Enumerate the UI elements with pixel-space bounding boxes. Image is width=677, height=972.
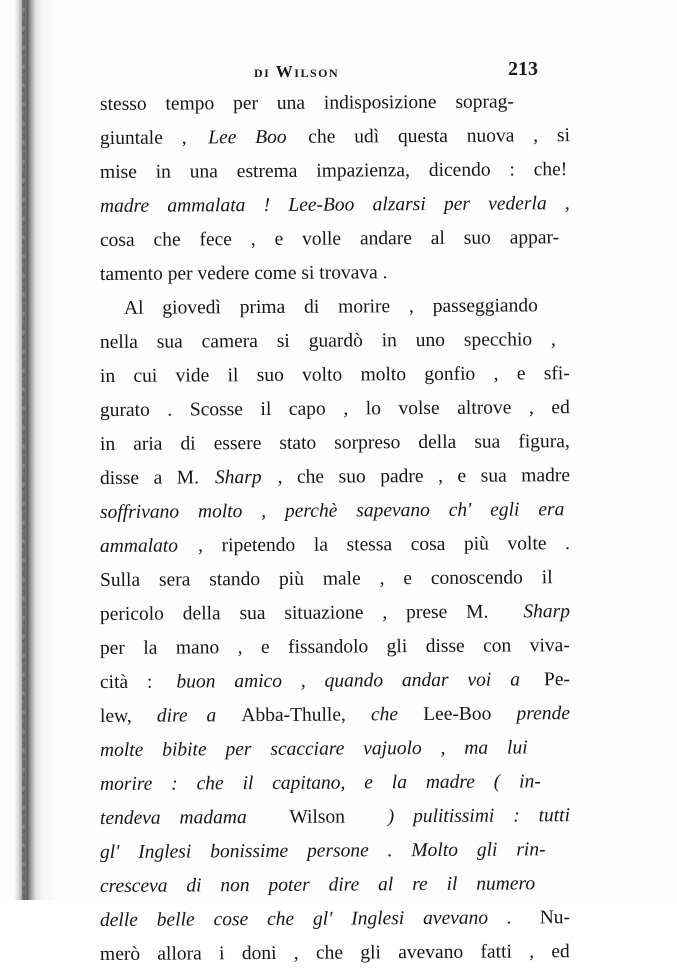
text-line (100, 221, 570, 258)
italic-text-segment: molte bibite per scacciare vajuolo , ma lui (99, 737, 528, 761)
text-segment: giuntale , (99, 127, 187, 149)
text-segment: disse a M. (99, 467, 200, 489)
text-segment: in cui vide il suo volto molto gonfio , e sfi- (99, 363, 570, 387)
text-line (100, 85, 570, 122)
italic-text-segment: Sharp (523, 601, 571, 623)
text-line (100, 425, 570, 462)
text-line (100, 527, 570, 564)
text-line (100, 799, 570, 836)
text-segment: cosa che fece , e volle andare al suo appar- (99, 227, 560, 251)
text-segment: mise in una estrema impazienza, dicendo : che! (99, 159, 568, 183)
text-segment: stesso tempo per una indisposizione soprag- (99, 91, 514, 115)
body-text (100, 88, 570, 972)
text-line (100, 901, 570, 938)
text-line (100, 697, 570, 734)
text-line (100, 391, 570, 428)
text-segment: Wilson (289, 806, 346, 828)
italic-text-segment: ammalato (99, 535, 179, 557)
text-segment: Sulla sera stando più male , e conoscendo il (99, 567, 553, 591)
italic-text-segment: tendeva madama (99, 807, 247, 829)
text-line (100, 833, 570, 870)
text-segment: pericolo della sua situazione , prese M. (99, 601, 489, 625)
text-segment: in aria di essere stato sorpreso della sua figura, (99, 431, 570, 455)
text-line (100, 765, 570, 802)
text-segment: gurato . Scosse il capo , lo volse altrove , ed (99, 397, 570, 421)
text-segment: Abba-Thulle, (241, 704, 346, 727)
text-line (100, 459, 570, 496)
italic-text-segment: delle belle cose che gl' Inglesi avevano . (99, 907, 512, 931)
text-segment: cità : (99, 671, 153, 693)
text-line (100, 629, 570, 666)
text-line (100, 119, 570, 156)
text-segment: merò allora i doni , che gli avevano fatti , ed (99, 941, 570, 965)
text-segment: Al giovedì prima di morire , passeggiando (123, 295, 538, 319)
text-segment: Lee-Boo (423, 703, 492, 726)
book-spine-shadow (0, 0, 62, 900)
text-line (100, 731, 570, 768)
text-line (100, 493, 570, 530)
italic-text-segment: prende (516, 703, 571, 725)
italic-text-segment: Sharp (214, 467, 262, 489)
running-head: di Wilson (254, 62, 340, 81)
text-line (100, 561, 570, 598)
text-segment: Pe- (543, 669, 571, 691)
italic-text-segment: Lee Boo (208, 126, 287, 149)
italic-text-segment: madre ammalata ! Lee-Boo alzarsi per vederla , (99, 193, 570, 217)
italic-text-segment: buon amico , quando andar voi a (176, 669, 521, 693)
italic-text-segment: ) pulitissimi : tutti (387, 805, 571, 828)
text-line (100, 935, 570, 972)
text-segment: per la mano , e fissandolo gli disse con viva- (99, 635, 570, 659)
text-line (100, 187, 570, 224)
italic-text-segment: soffrivano molto , perchè sapevano ch' egli era (99, 499, 565, 523)
italic-text-segment: cresceva di non poter dire al re il numero (99, 873, 536, 897)
text-line (100, 323, 570, 360)
text-segment: lew, (99, 705, 132, 727)
text-line (100, 255, 570, 292)
text-segment: tamento per vedere come si trovava . (99, 262, 388, 285)
text-segment: , che suo padre , e sua madre (277, 465, 571, 488)
italic-text-segment: che (370, 704, 399, 726)
italic-text-segment: dire a (156, 705, 217, 727)
text-segment: che udì questa nuova , si (308, 125, 571, 148)
text-line (100, 357, 570, 394)
text-segment: , ripetendo la stessa cosa più volte . (198, 533, 571, 557)
text-segment: nella sua camera si guardò in uno specchio , (99, 329, 556, 353)
text-segment: Nu- (539, 907, 571, 929)
page-header (100, 58, 560, 88)
text-line (100, 153, 570, 190)
text-line (100, 867, 570, 904)
italic-text-segment: gl' Inglesi bonissime persone . Molto gli rin- (99, 839, 546, 863)
italic-text-segment: morire : che il capitano, e la madre ( in- (99, 771, 541, 795)
text-line (100, 663, 570, 700)
page-number: 213 (508, 58, 538, 80)
text-line (100, 289, 570, 326)
text-line (100, 595, 570, 632)
